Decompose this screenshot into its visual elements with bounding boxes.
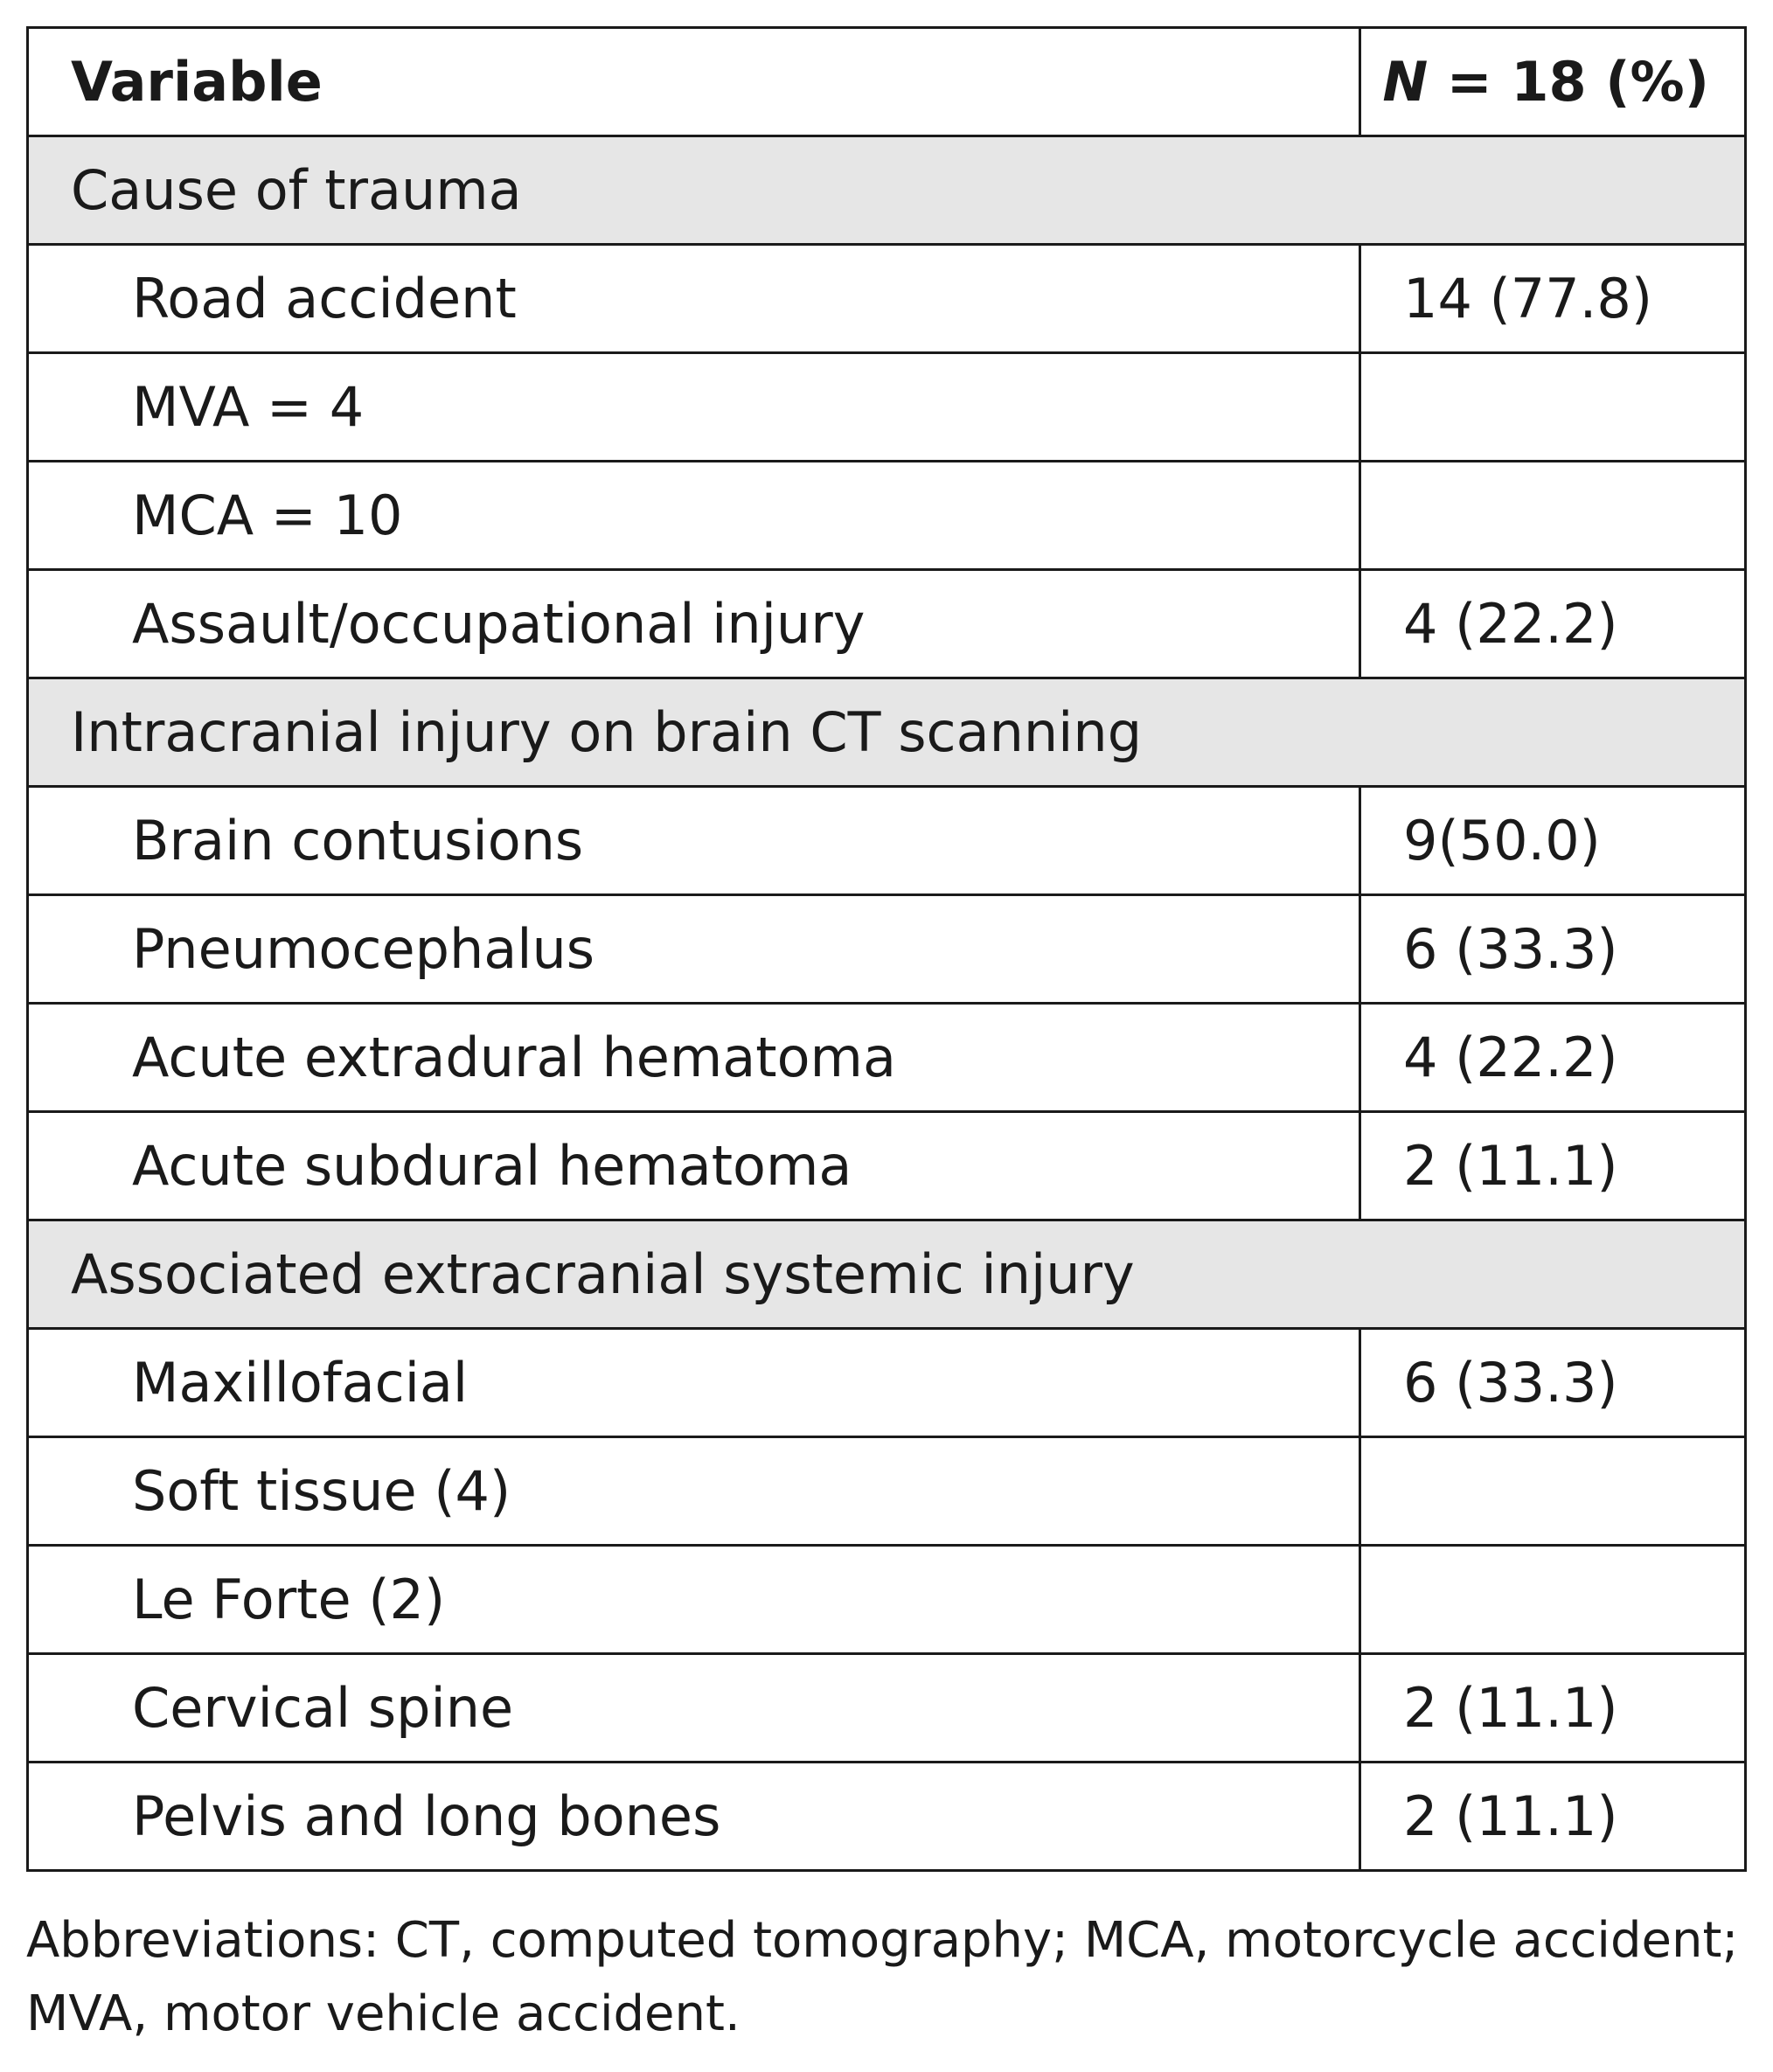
row-value: 4 (22.2): [1403, 1025, 1618, 1089]
header-n: [1361, 29, 1744, 135]
row-label: Assault/occupational injury: [29, 571, 1361, 677]
table-row: [29, 568, 1744, 677]
header-variable: Variable: [29, 29, 1361, 135]
header-n-rest: = 18 (%): [1428, 49, 1709, 114]
table-row: [29, 785, 1744, 893]
row-value: 2 (11.1): [1403, 1675, 1618, 1740]
table-row: [29, 243, 1744, 351]
row-label: Road accident: [29, 246, 1361, 351]
row-value: [1361, 1547, 1744, 1652]
header-n-symbol: N: [1382, 49, 1429, 114]
row-value: 14 (77.8): [1403, 266, 1653, 330]
row-label: MVA = 4: [29, 354, 1361, 460]
section-header-row: [29, 677, 1744, 785]
row-value: 6 (33.3): [1403, 1350, 1618, 1415]
section-title: Associated extracranial systemic injury: [71, 1241, 1135, 1306]
row-label: Acute subdural hematoma: [29, 1113, 1361, 1219]
row-label: Brain contusions: [29, 788, 1361, 893]
table-row: [29, 1436, 1744, 1544]
table-row: [29, 1002, 1744, 1110]
section-header-row: [29, 135, 1744, 243]
row-label: Le Forte (2): [29, 1547, 1361, 1652]
footnote-line-2: MVA, motor vehicle accident.: [26, 1985, 740, 2042]
row-label: Cervical spine: [29, 1655, 1361, 1761]
data-table: [26, 26, 1747, 1872]
table-row: [29, 460, 1744, 568]
table-row: [29, 893, 1744, 1002]
table-row: [29, 1761, 1744, 1869]
row-label: Pelvis and long bones: [29, 1763, 1361, 1869]
row-label: Soft tissue (4): [29, 1438, 1361, 1544]
row-label: Maxillofacial: [29, 1330, 1361, 1436]
table-row: [29, 1110, 1744, 1219]
footnote-line-1: Abbreviations: CT, computed tomography; MCA, motorcycle accident;: [26, 1912, 1739, 1969]
row-value: 2 (11.1): [1403, 1133, 1618, 1198]
row-value: 6 (33.3): [1403, 916, 1618, 981]
row-value: [1361, 462, 1744, 568]
row-value: [1361, 1438, 1744, 1544]
table-footnote: [26, 1904, 1747, 2051]
table-header-row: [29, 29, 1744, 135]
table-row: [29, 1652, 1744, 1761]
row-label: Pneumocephalus: [29, 896, 1361, 1002]
table-row: [29, 1544, 1744, 1652]
row-value: 4 (22.2): [1403, 591, 1618, 656]
table-row: [29, 1327, 1744, 1436]
row-value: 2 (11.1): [1403, 1783, 1618, 1848]
section-header-row: [29, 1219, 1744, 1327]
section-title: Cause of trauma: [71, 157, 522, 222]
section-title: Intracranial injury on brain CT scanning: [71, 699, 1143, 764]
row-label: Acute extradural hematoma: [29, 1005, 1361, 1110]
row-label: MCA = 10: [29, 462, 1361, 568]
row-value: [1361, 354, 1744, 460]
row-value: 9(50.0): [1403, 808, 1601, 873]
table-row: [29, 351, 1744, 460]
